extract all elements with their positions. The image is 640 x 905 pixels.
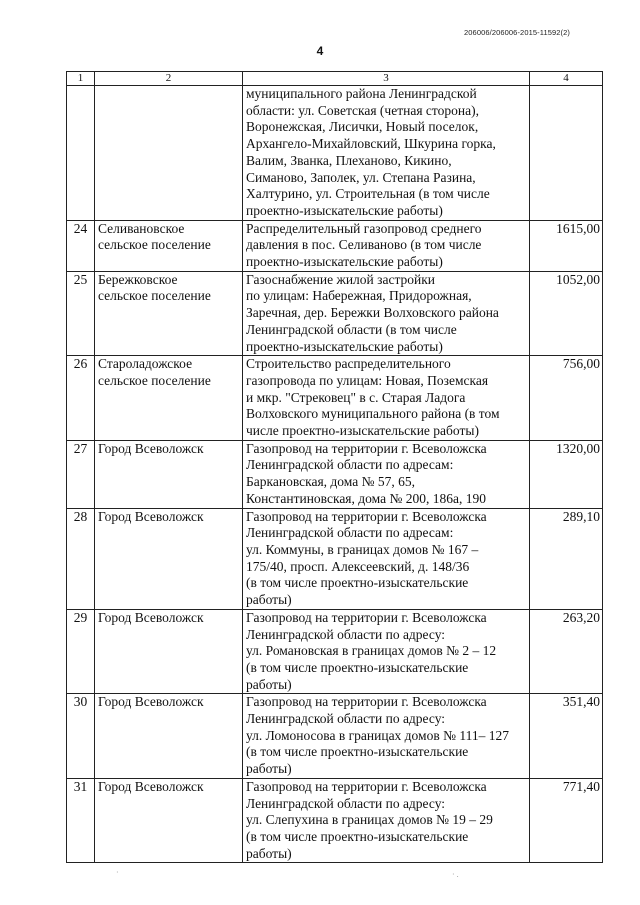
settlement-name: [95, 508, 243, 609]
description-line: Газопровод на территории г. Всеволожска: [246, 694, 487, 710]
amount: 1052,00: [530, 271, 603, 356]
description-line: области: ул. Советская (четная сторона),: [246, 102, 479, 118]
row-number: 24: [67, 220, 95, 271]
table-row: [67, 508, 603, 609]
table-body: [67, 72, 603, 863]
description-line: (в том числе проектно-изыскательские: [246, 744, 469, 760]
row-number: 28: [67, 508, 95, 609]
row-number: 31: [67, 778, 95, 863]
row-number: 25: [67, 271, 95, 356]
table-row: [67, 86, 603, 221]
description-line: Ленинградской области по адресу:: [246, 795, 446, 811]
description-line: Ленинградской области (в том числе: [246, 321, 457, 337]
amount: 771,40: [530, 778, 603, 863]
project-description: [243, 778, 530, 863]
description-line: проектно-изыскательские работы): [246, 338, 443, 354]
description-line: Волховского муниципального района (в том: [246, 406, 500, 422]
description-line: (в том числе проектно-изыскательские: [246, 828, 469, 844]
amount: [530, 86, 603, 221]
settlement-name: [95, 86, 243, 221]
description-line: проектно-изыскательские работы): [246, 254, 443, 270]
project-description: [243, 86, 530, 221]
amount: 289,10: [530, 508, 603, 609]
description-line: Баркановская, дома № 57, 65,: [246, 474, 415, 490]
scan-speck: ·: [116, 868, 119, 877]
column-header: 1: [67, 72, 95, 86]
amount: 351,40: [530, 694, 603, 779]
project-description: [243, 220, 530, 271]
description-line: ул. Романовская в границах домов № 2 – 12: [246, 643, 497, 659]
description-line: Газопровод на территории г. Всеволожска: [246, 508, 487, 524]
description-line: (в том числе проектно-изыскательские: [246, 659, 469, 675]
table-row: [67, 778, 603, 863]
project-description: [243, 694, 530, 779]
description-line: Ленинградской области по адресам:: [246, 457, 454, 473]
description-line: Архангело-Михайловский, Шкурина горка,: [246, 136, 496, 152]
settlement-name: [95, 609, 243, 694]
amount: 1320,00: [530, 440, 603, 508]
amount: 263,20: [530, 609, 603, 694]
description-line: проектно-изыскательские работы): [246, 202, 443, 218]
description-line: Распределительный газопровод среднего: [246, 220, 482, 236]
column-header: 2: [95, 72, 243, 86]
row-number: 29: [67, 609, 95, 694]
description-line: числе проектно-изыскательские работы): [246, 423, 479, 439]
description-line: Заречная, дер. Бережки Волховского района: [246, 305, 499, 321]
description-line: давления в пос. Селиваново (в том числе: [246, 237, 482, 253]
description-line: (в том числе проектно-изыскательские: [246, 575, 469, 591]
settlement-name-line: сельское поселение: [98, 372, 211, 388]
settlement-name-line: Селивановское: [98, 220, 185, 236]
settlement-name-line: Город Всеволожск: [98, 440, 204, 456]
description-line: ул. Ломоносова в границах домов № 111– 127: [246, 727, 509, 743]
table-row: [67, 220, 603, 271]
table-row: [67, 271, 603, 356]
scan-speck: · .: [452, 870, 459, 879]
settlement-name: [95, 778, 243, 863]
table-header-row: [67, 72, 603, 86]
description-line: Строительство распределительного: [246, 356, 451, 372]
project-description: [243, 271, 530, 356]
project-description: [243, 609, 530, 694]
description-line: Газоснабжение жилой застройки: [246, 271, 436, 287]
description-line: муниципального района Ленинградской: [246, 86, 477, 101]
description-line: Ленинградской области по адресам:: [246, 525, 454, 541]
settlement-name: [95, 220, 243, 271]
settlement-name-line: Город Всеволожск: [98, 609, 204, 625]
row-number: [67, 86, 95, 221]
row-number: 30: [67, 694, 95, 779]
description-line: газопровода по улицам: Новая, Поземская: [246, 372, 489, 388]
table-row: [67, 440, 603, 508]
description-line: Ленинградской области по адресу:: [246, 626, 446, 642]
description-line: Ленинградской области по адресу:: [246, 711, 446, 727]
table-row: [67, 356, 603, 441]
settlement-name: [95, 440, 243, 508]
column-header: 3: [243, 72, 530, 86]
project-description: [243, 508, 530, 609]
settlement-name: [95, 356, 243, 441]
settlement-name-line: Бережковское: [98, 271, 178, 287]
amount: 756,00: [530, 356, 603, 441]
settlement-name-line: Город Всеволожск: [98, 694, 204, 710]
settlement-name-line: Староладожское: [98, 356, 193, 372]
table-row: [67, 609, 603, 694]
settlement-name-line: Город Всеволожск: [98, 508, 204, 524]
row-number: 26: [67, 356, 95, 441]
table-row: [67, 694, 603, 779]
project-description: [243, 440, 530, 508]
description-line: Газопровод на территории г. Всеволожска: [246, 609, 487, 625]
description-line: по улицам: Набережная, Придорожная,: [246, 288, 472, 304]
description-line: Воронежская, Лисички, Новый поселок,: [246, 119, 479, 135]
settlement-name-line: сельское поселение: [98, 237, 211, 253]
settlement-name: [95, 271, 243, 356]
project-description: [243, 356, 530, 441]
description-line: и мкр. "Стрековец" в с. Старая Ладога: [246, 389, 466, 405]
column-header: 4: [530, 72, 603, 86]
description-line: работы): [246, 845, 292, 861]
document-id: 206006/206006-2015-11592(2): [464, 28, 570, 37]
description-line: Симаново, Заполек, ул. Степана Разина,: [246, 169, 476, 185]
description-line: ул. Коммуны, в границах домов № 167 –: [246, 541, 479, 557]
description-line: работы): [246, 676, 292, 692]
description-line: работы): [246, 761, 292, 777]
page-number: 4: [316, 44, 324, 58]
row-number: 27: [67, 440, 95, 508]
description-line: ул. Слепухина в границах домов № 19 – 29: [246, 812, 493, 828]
settlement-name-line: Город Всеволожск: [98, 778, 204, 794]
settlement-name-line: сельское поселение: [98, 288, 211, 304]
description-line: работы): [246, 592, 292, 608]
description-line: 175/40, просп. Алексеевский, д. 148/36: [246, 558, 470, 574]
description-line: Константиновская, дома № 200, 186а, 190: [246, 490, 486, 506]
amount: 1615,00: [530, 220, 603, 271]
settlement-name: [95, 694, 243, 779]
description-line: Валим, Званка, Плеханово, Кикино,: [246, 152, 452, 168]
description-line: Халтурино, ул. Строительная (в том числе: [246, 186, 490, 202]
description-line: Газопровод на территории г. Всеволожска: [246, 778, 487, 794]
description-line: Газопровод на территории г. Всеволожска: [246, 440, 487, 456]
data-table: [66, 71, 603, 863]
